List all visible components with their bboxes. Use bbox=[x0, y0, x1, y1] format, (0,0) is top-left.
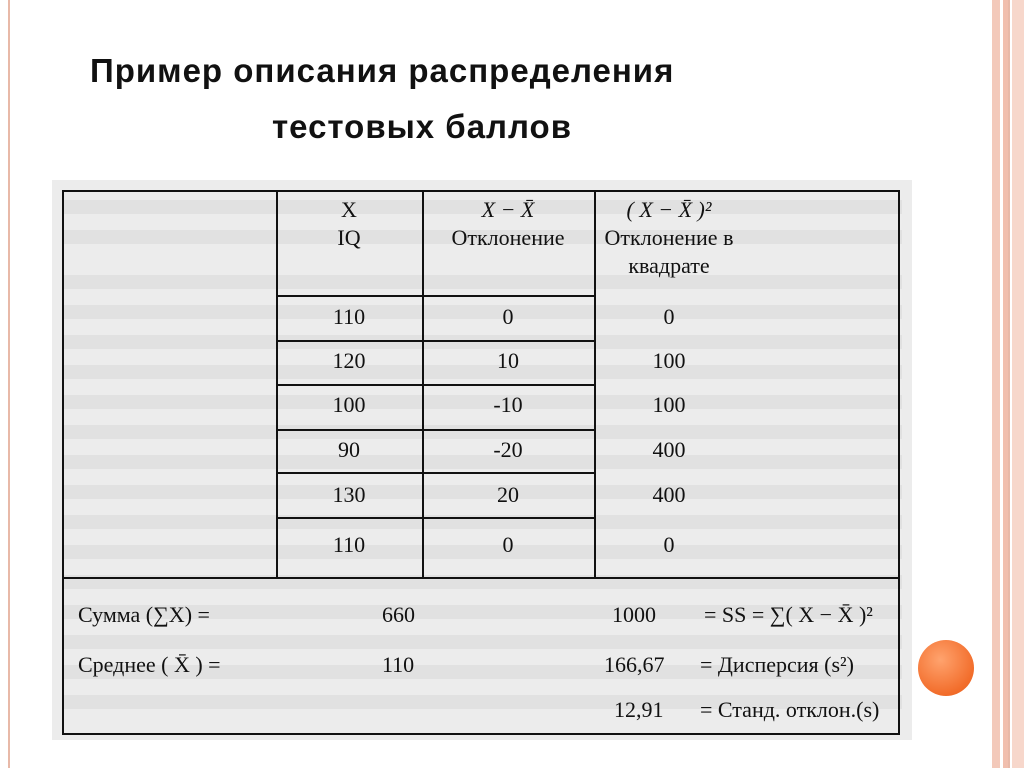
decorative-stripe bbox=[1003, 0, 1008, 768]
header-iq-label: IQ bbox=[337, 225, 361, 250]
table-cell-sq: 400 bbox=[652, 482, 686, 507]
scanned-table-image bbox=[52, 180, 912, 740]
table-cell-dev: -20 bbox=[493, 437, 523, 462]
table-cell-iq: 90 bbox=[338, 437, 360, 462]
table-cell-dev: 0 bbox=[502, 304, 514, 329]
header-squared bbox=[594, 196, 744, 280]
sd-value: 12,91 bbox=[614, 697, 664, 722]
table-cell-iq: 100 bbox=[332, 392, 366, 417]
header-squared-formula: ( X − X̄ )² bbox=[626, 197, 712, 222]
header-squared-label-2: квадрате bbox=[628, 253, 710, 278]
header-deviation-formula: X − X̄ bbox=[481, 197, 535, 222]
table-cell-sq: 0 bbox=[663, 304, 675, 329]
mean-label: Среднее ( X̄ ) = bbox=[78, 652, 221, 677]
ss-value: 1000 bbox=[612, 602, 656, 627]
table-cell-sq: 100 bbox=[652, 348, 686, 373]
sum-label: Сумма (∑X) = bbox=[78, 602, 210, 627]
variance-label: = Дисперсия (s²) bbox=[700, 652, 854, 677]
ss-label: = SS = ∑( X − X̄ )² bbox=[704, 602, 873, 627]
header-deviation bbox=[422, 196, 594, 252]
orange-circle-ornament bbox=[918, 640, 974, 696]
table-cell-dev: 20 bbox=[497, 482, 519, 507]
table-cell-dev: -10 bbox=[493, 392, 523, 417]
header-squared-label-1: Отклонение в bbox=[604, 225, 734, 250]
table-cell-iq: 110 bbox=[332, 304, 366, 329]
title-line-2: тестовых баллов bbox=[272, 108, 572, 145]
variance-value: 166,67 bbox=[604, 652, 665, 677]
mean-value: 110 bbox=[382, 652, 415, 677]
table-cell-sq: 100 bbox=[652, 392, 686, 417]
table-cell-dev: 10 bbox=[497, 348, 519, 373]
header-x-symbol: X bbox=[341, 197, 357, 222]
sd-label: = Станд. отклон.(s) bbox=[700, 697, 880, 722]
table-cell-sq: 0 bbox=[663, 532, 675, 557]
decorative-stripe bbox=[1012, 0, 1024, 768]
header-x bbox=[276, 196, 422, 252]
decorative-stripe bbox=[992, 0, 1000, 768]
table-cell-dev: 0 bbox=[502, 532, 514, 557]
table-cell-sq: 400 bbox=[652, 437, 686, 462]
sum-value: 660 bbox=[382, 602, 415, 627]
table-cell-iq: 110 bbox=[332, 532, 366, 557]
table-cell-iq: 120 bbox=[332, 348, 366, 373]
header-deviation-label: Отклонение bbox=[451, 225, 565, 250]
statistics-table bbox=[62, 190, 900, 735]
title-line-1: Пример описания распределения bbox=[90, 52, 675, 89]
table-cell-iq: 130 bbox=[332, 482, 366, 507]
